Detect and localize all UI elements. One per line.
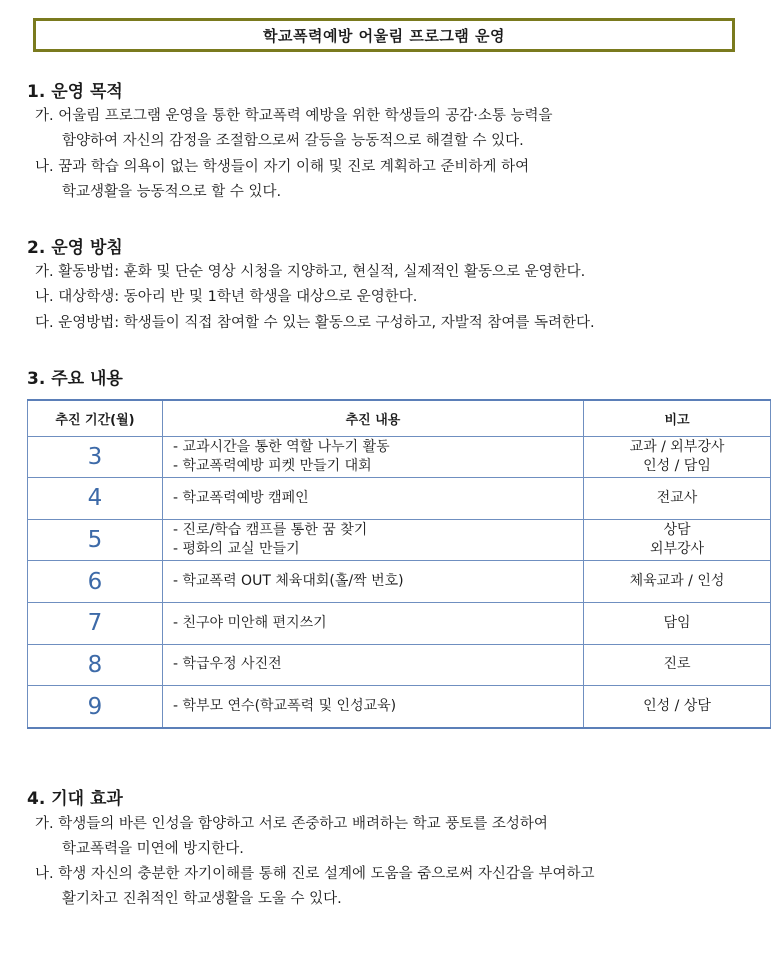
month-cell: 4 [28,478,163,520]
section-1-item-2-line-1: 나. 꿈과 학습 의욕이 없는 학생들이 자기 이해 및 진로 계획하고 준비하게 하여 [35,159,530,175]
section-2-heading: 2. 운영 방침 [27,238,123,258]
note-cell [584,686,771,728]
table-row [28,561,771,603]
note-item: 인성 / 상담 [643,698,711,715]
content-item: - 교과시간을 통한 역할 나누기 활동 [173,438,390,455]
note-item: 체육교과 / 인성 [629,573,725,590]
content-item: - 친구야 미안해 편지쓰기 [173,614,327,631]
content-item: - 학교폭력예방 캠페인 [173,489,309,506]
document-title: 학교폭력예방 어울림 프로그램 운영 [262,26,506,45]
content-item: - 평화의 교실 만들기 [173,541,300,558]
header-note: 비고 [584,400,771,436]
table-row [28,644,771,686]
note-item: 상담 [663,522,691,539]
table-row [28,686,771,728]
section-4-heading: 4. 기대 효과 [27,789,123,809]
content-item: - 학교폭력 OUT 체육대회(홀/짝 번호) [173,573,404,590]
note-cell [584,561,771,603]
content-cell [163,686,584,728]
table-row [28,519,771,561]
month-cell: 3 [28,436,163,478]
note-item: 교과 / 외부강사 [629,438,725,455]
section-1-item-1-line-2: 함양하여 자신의 감정을 조절함으로써 갈등을 능동적으로 해결할 수 있다. [62,133,524,149]
section-1-item-2-line-2: 학교생활을 능동적으로 할 수 있다. [62,184,282,200]
month-cell: 9 [28,686,163,728]
document-title-box [33,18,735,52]
month-cell: 5 [28,519,163,561]
note-item: 진로 [663,656,691,673]
section-4-item-2-line-2: 활기차고 진취적인 학교생활을 도울 수 있다. [62,891,342,907]
content-item: - 진로/학습 캠프를 통한 꿈 찾기 [173,522,368,539]
content-cell [163,478,584,520]
month-cell: 7 [28,603,163,645]
section-4-item-2-line-1: 나. 학생 자신의 충분한 자기이해를 통해 진로 설계에 도움을 줌으로써 자신감을 부여하고 [35,866,595,882]
content-cell [163,519,584,561]
content-cell [163,644,584,686]
section-1-heading: 1. 운영 목적 [27,82,123,102]
main-content-table [27,399,771,729]
note-cell [584,603,771,645]
note-cell [584,436,771,478]
table-header-row [28,400,771,436]
note-cell [584,644,771,686]
section-3-heading: 3. 주요 내용 [27,369,123,389]
content-cell [163,436,584,478]
section-2-item-2: 나. 대상학생: 동아리 반 및 1학년 학생을 대상으로 운영한다. [35,289,418,305]
section-2-item-3: 다. 운영방법: 학생들이 직접 참여할 수 있는 활동으로 구성하고, 자발적 참여를 독려한다. [35,315,595,331]
note-item: 담임 [663,614,691,631]
section-2-item-1: 가. 활동방법: 훈화 및 단순 영상 시청을 지양하고, 현실적, 실제적인 활동으로 운영한다. [35,264,586,280]
note-item: 전교사 [656,489,698,506]
month-cell: 8 [28,644,163,686]
content-cell [163,561,584,603]
section-1-item-1-line-1: 가. 어울림 프로그램 운영을 통한 학교폭력 예방을 위한 학생들의 공감·소통 능력을 [35,108,553,124]
note-cell [584,478,771,520]
content-item: - 학교폭력예방 피켓 만들기 대회 [173,457,372,474]
content-item: - 학급우정 사진전 [173,656,282,673]
month-cell: 6 [28,561,163,603]
section-4-item-1-line-2: 학교폭력을 미연에 방지한다. [62,841,244,857]
content-item: - 학부모 연수(학교폭력 및 인성교육) [173,698,397,715]
content-cell [163,603,584,645]
table-row [28,478,771,520]
table-row [28,436,771,478]
header-content: 추진 내용 [163,400,584,436]
header-period: 추진 기간(월) [28,400,163,436]
note-item: 외부강사 [649,541,705,558]
note-cell [584,519,771,561]
section-4-item-1-line-1: 가. 학생들의 바른 인성을 함양하고 서로 존중하고 배려하는 학교 풍토를 조성하여 [35,816,548,832]
note-item: 인성 / 담임 [643,457,711,474]
table-row [28,603,771,645]
